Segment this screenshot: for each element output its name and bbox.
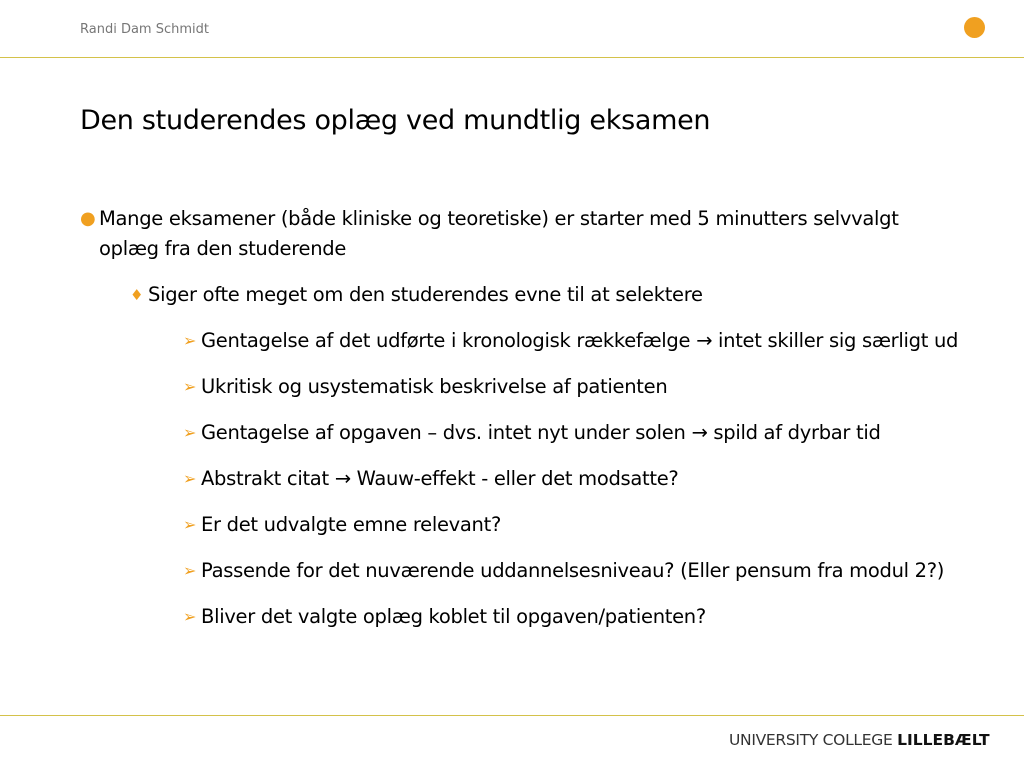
top-divider — [0, 57, 1024, 58]
bullet-text: Passende for det nuværende uddannelsesniveau? (Eller pensum fra modul 2?) — [201, 559, 945, 582]
university-logo — [729, 731, 990, 749]
arrowhead-bullet-icon: ➢ — [183, 561, 197, 580]
bottom-divider — [0, 715, 1024, 716]
arrowhead-bullet-icon: ➢ — [183, 607, 197, 626]
bullet-text: Bliver det valgte oplæg koblet til opgaven/patienten? — [201, 605, 706, 628]
bullet-item-level-1 — [80, 204, 960, 264]
logo-bold-text: LILLEBÆLT — [897, 731, 990, 749]
bullet-item-level-3 — [80, 464, 960, 494]
arrowhead-bullet-icon: ➢ — [183, 515, 197, 534]
arrowhead-bullet-icon: ➢ — [183, 469, 197, 488]
bullet-item-level-2 — [80, 280, 960, 310]
bullet-item-level-3 — [80, 326, 960, 356]
bullet-dot-icon: ● — [80, 208, 96, 229]
accent-dot-icon — [964, 17, 985, 38]
bullet-item-level-3 — [80, 418, 960, 448]
arrowhead-bullet-icon: ➢ — [183, 423, 197, 442]
bullet-item-level-3 — [80, 372, 960, 402]
arrowhead-bullet-icon: ➢ — [183, 377, 197, 396]
bullet-text: Ukritisk og usystematisk beskrivelse af patienten — [201, 375, 668, 398]
slide-title: Den studerendes oplæg ved mundtlig eksamen — [80, 105, 711, 136]
arrowhead-bullet-icon: ➢ — [183, 331, 197, 350]
bullet-item-level-3 — [80, 556, 960, 586]
logo-regular-text: UNIVERSITY COLLEGE — [729, 731, 898, 749]
diamond-bullet-icon: ♦ — [130, 286, 144, 304]
bullet-text: Mange eksamener (både kliniske og teoretiske) er starter med 5 minutters selvvalgt oplæg fra den studerende — [99, 207, 899, 260]
bullet-text: Er det udvalgte emne relevant? — [201, 513, 502, 536]
bullet-text: Siger ofte meget om den studerendes evne til at selektere — [148, 283, 703, 306]
bullet-list — [80, 204, 960, 632]
bullet-text: Gentagelse af det udførte i kronologisk rækkefælge → intet skiller sig særligt ud — [201, 329, 959, 352]
bullet-text: Gentagelse af opgaven – dvs. intet nyt under solen → spild af dyrbar tid — [201, 421, 881, 444]
bullet-text: Abstrakt citat → Wauw-effekt - eller det modsatte? — [201, 467, 679, 490]
author-name: Randi Dam Schmidt — [80, 22, 209, 37]
bullet-item-level-3 — [80, 510, 960, 540]
bullet-item-level-3 — [80, 602, 960, 632]
